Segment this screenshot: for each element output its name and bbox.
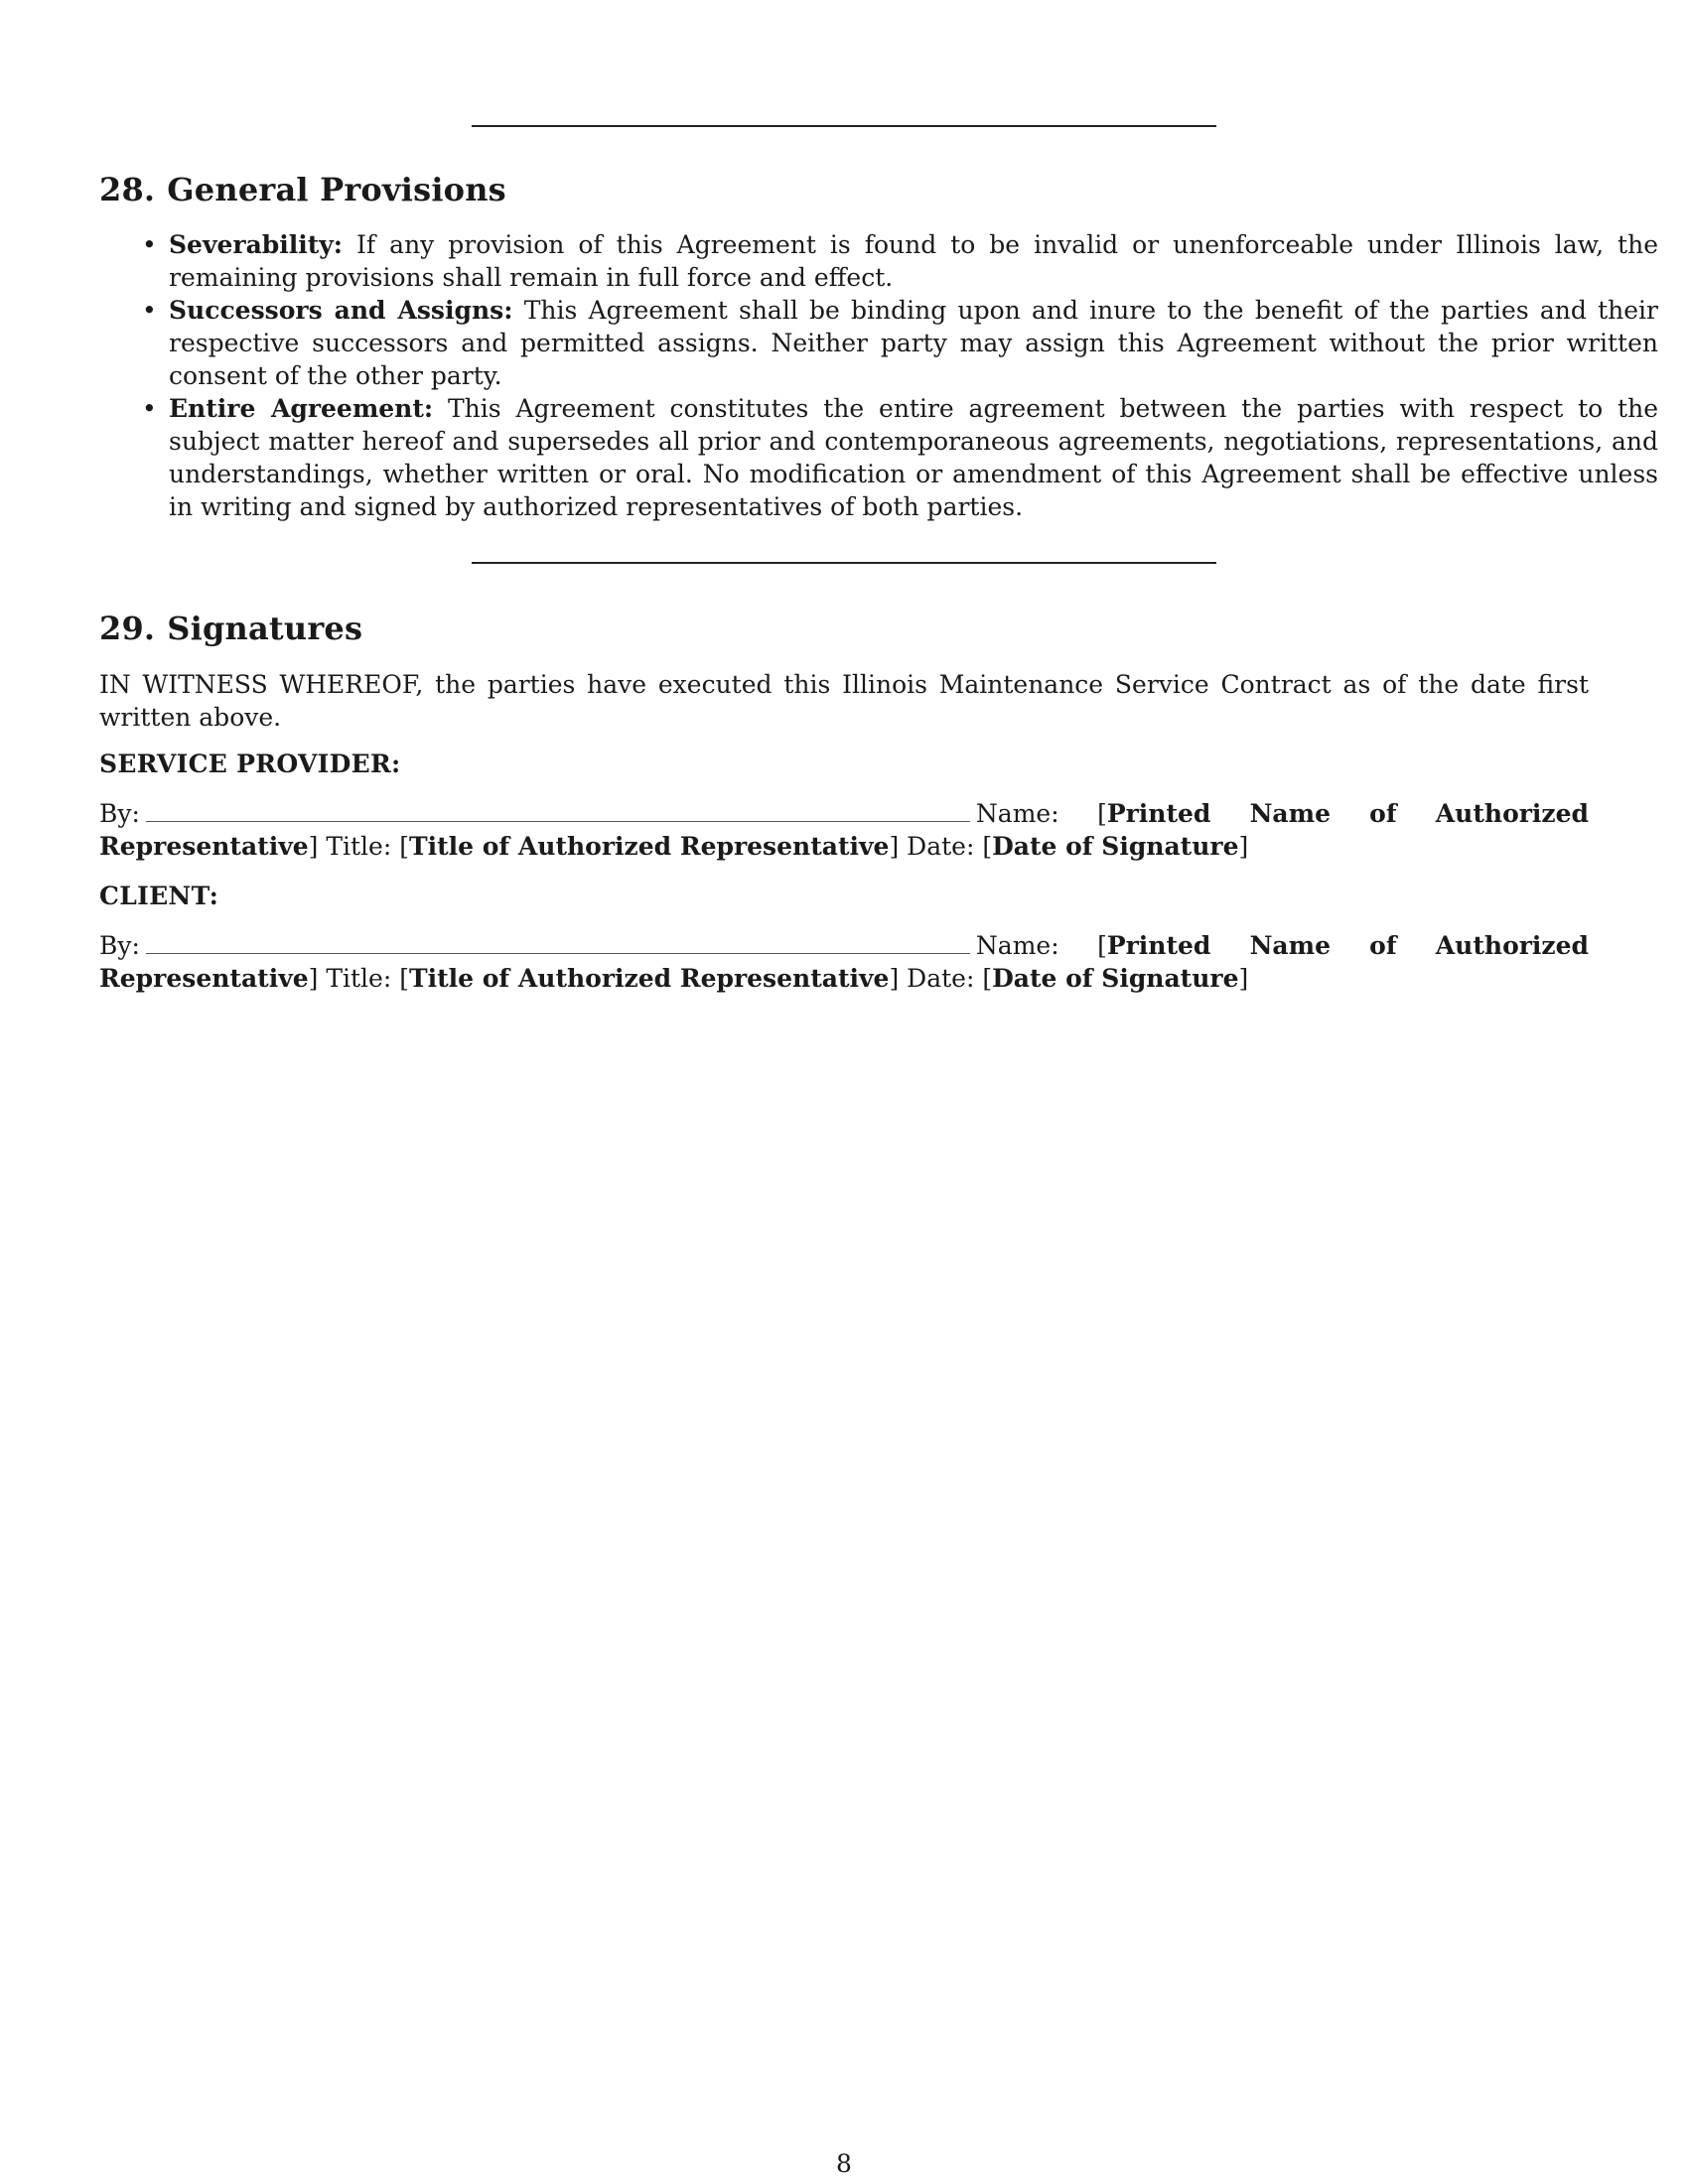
by-label: By: — [99, 799, 140, 828]
signature-line[interactable] — [146, 799, 970, 822]
provision-term: Entire Agreement: — [169, 394, 434, 423]
provision-text: If any provision of this Agreement is found to be invalid or unenforceable under Illinois law, the remaining provisions shall remain in full force and effect. — [169, 230, 1658, 292]
section-number: 28. — [99, 171, 156, 208]
printed-name-placeholder: Printed Name of Authorized Representative — [99, 931, 1589, 993]
provision-term: Severability: — [169, 230, 344, 259]
section-divider — [472, 562, 1216, 564]
section-divider — [472, 125, 1216, 127]
section-28-heading — [99, 171, 506, 208]
witness-paragraph: IN WITNESS WHEREOF, the parties have executed this Illinois Maintenance Service Contract as of the date first written above. — [99, 670, 1589, 732]
section-number: 29. — [99, 610, 156, 647]
signature-line[interactable] — [146, 931, 970, 954]
service-provider-signature-block: By: Name: [Printed Name of Authorized Representative] Title: [Title of Authorized Representative] Date: [Date of Signature] — [99, 799, 1589, 861]
title-label: Title: — [326, 832, 392, 861]
document-page — [99, 0, 1659, 2184]
list-item — [169, 294, 1658, 392]
date-placeholder: Date of Signature — [992, 964, 1239, 993]
name-label: Name: — [975, 931, 1059, 960]
printed-name-placeholder: Printed Name of Authorized Representative — [99, 799, 1589, 861]
provision-text: This Agreement shall be binding upon and inure to the benefit of the parties and their respective successors and permitted assigns. Neither party may assign this Agreement without the prior written consent of the other party. — [169, 296, 1659, 390]
provisions-list — [99, 228, 1658, 523]
provision-term: Successors and Assigns: — [169, 296, 513, 325]
date-label: Date: — [907, 964, 975, 993]
client-heading: CLIENT: — [99, 882, 219, 910]
page-number: 8 — [836, 2149, 852, 2178]
title-placeholder: Title of Authorized Representative — [409, 832, 890, 861]
title-placeholder: Title of Authorized Representative — [409, 964, 890, 993]
section-29-heading — [99, 610, 362, 647]
section-title: General Provisions — [167, 171, 506, 208]
name-label: Name: — [975, 799, 1059, 828]
title-label: Title: — [326, 964, 392, 993]
date-label: Date: — [907, 832, 975, 861]
provision-text: This Agreement constitutes the entire agreement between the parties with respect to the subject matter hereof and supersedes all prior and contemporaneous agreements, negotiations, representations, and understandings, whether written or oral. No modification or amendment of this Agreement shall be effective unless in writing and signed by authorized representatives of both parties. — [169, 394, 1659, 521]
list-item — [169, 392, 1658, 523]
list-item — [169, 228, 1658, 294]
date-placeholder: Date of Signature — [992, 832, 1239, 861]
by-label: By: — [99, 931, 140, 960]
service-provider-heading: SERVICE PROVIDER: — [99, 750, 401, 778]
section-title: Signatures — [167, 610, 363, 647]
client-signature-block: By: Name: [Printed Name of Authorized Representative] Title: [Title of Authorized Representative] Date: [Date of Signature] — [99, 931, 1589, 993]
